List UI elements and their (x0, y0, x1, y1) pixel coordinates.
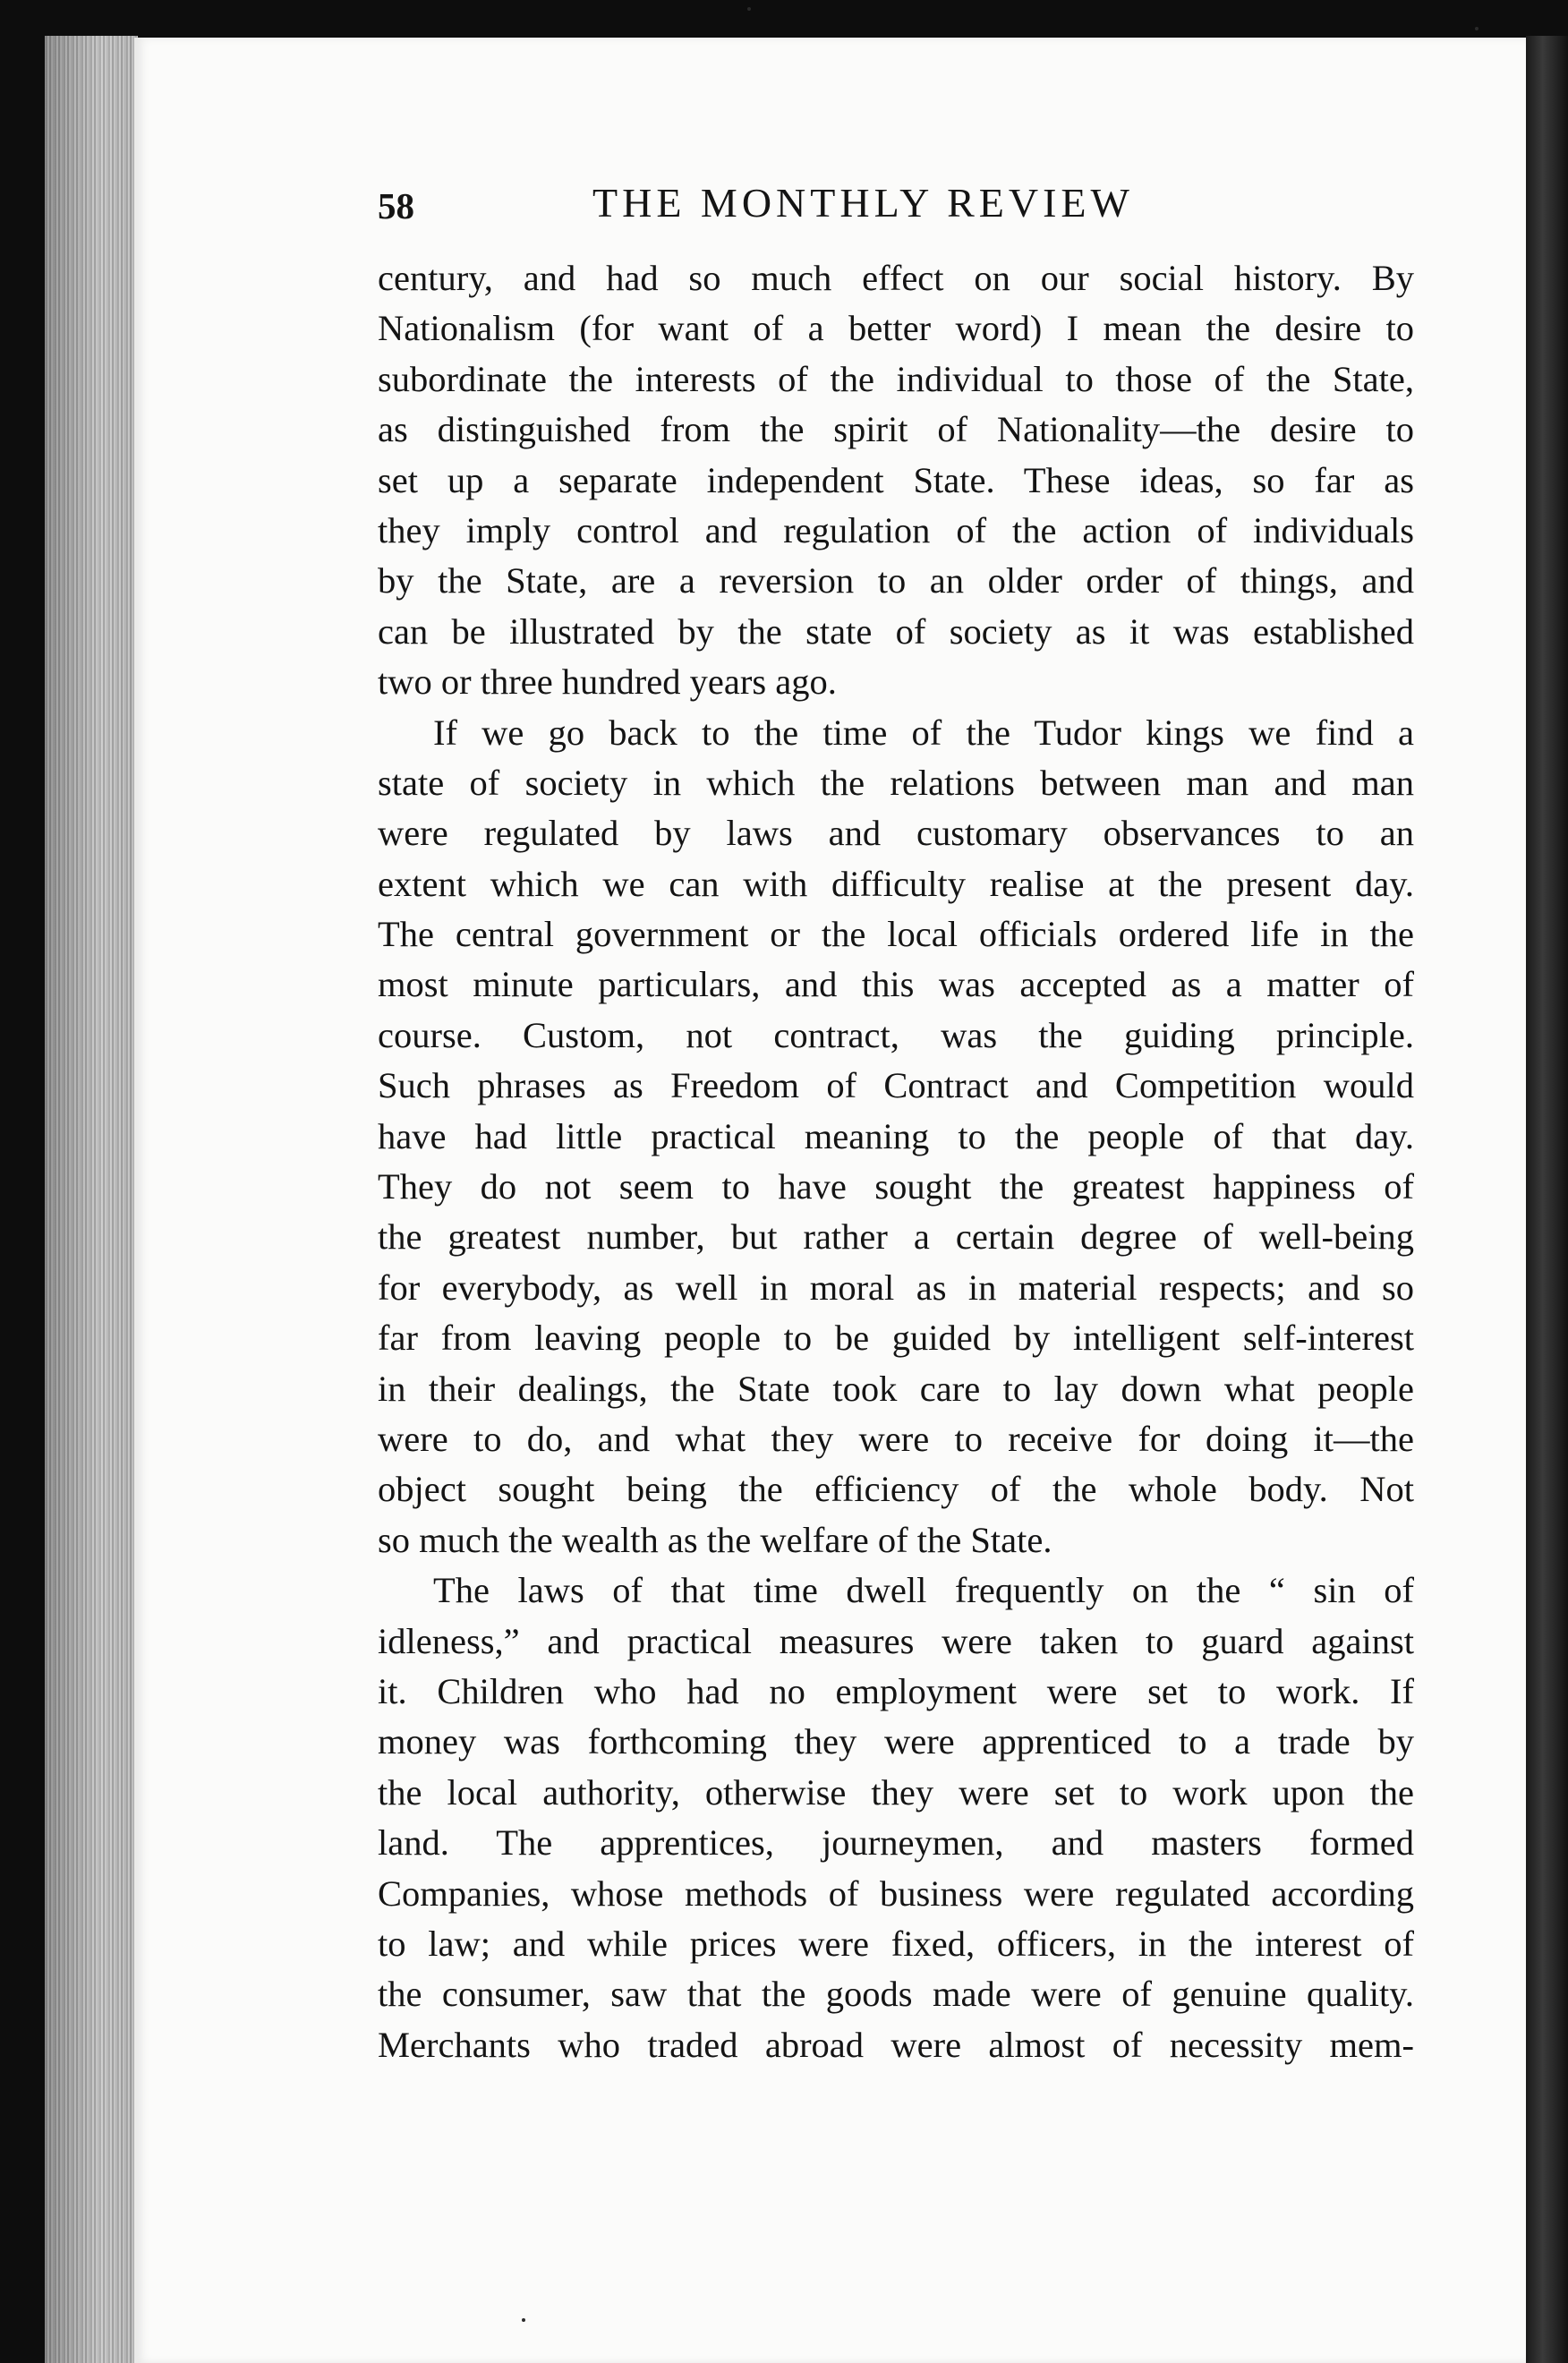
text-line: money was forthcoming they were apprenticed to a trade by (378, 1721, 1414, 1762)
text-line: land. The apprentices, journeymen, and masters formed (378, 1822, 1414, 1864)
scan-speck (522, 2318, 525, 2322)
text-line: it. Children who had no employment were set to work. If (378, 1670, 1414, 1711)
text-line: Such phrases as Freedom of Contract and Competition would (378, 1065, 1414, 1106)
text-line: to law; and while prices were fixed, officers, in the interest of (378, 1923, 1414, 1964)
text-line: subordinate the interests of the individual to those of the State, (378, 358, 1414, 399)
page-header (242, 179, 1441, 233)
text-line: were regulated by laws and customary observances to an (378, 813, 1414, 854)
text-line: for everybody, as well in moral as in material respects; and so (378, 1267, 1414, 1308)
text-line: the local authority, otherwise they were set to work upon the (378, 1771, 1414, 1813)
scan-speck (747, 7, 751, 11)
text-line: If we go back to the time of the Tudor kings we find a (433, 712, 1414, 753)
text-line: far from leaving people to be guided by intelligent self-interest (378, 1318, 1414, 1359)
text-line: the consumer, saw that the goods made were of genuine quality. (378, 1974, 1414, 2015)
paragraph-2 (378, 708, 1414, 1566)
body-text (378, 253, 1414, 2070)
text-line: so much the wealth as the welfare of the State. (378, 1519, 1052, 1560)
text-line: most minute particulars, and this was accepted as a matter of (378, 964, 1414, 1005)
text-line: They do not seem to have sought the greatest happiness of (378, 1166, 1414, 1207)
text-line: by the State, are a reversion to an older order of things, and (378, 560, 1414, 601)
text-line: they imply control and regulation of the action of individuals (378, 509, 1414, 550)
scan-speck (1475, 27, 1479, 30)
running-head: THE MONTHLY REVIEW (592, 180, 1134, 226)
text-line: can be illustrated by the state of society as it was established (378, 610, 1414, 652)
text-line: the greatest number, but rather a certain degree of well-being (378, 1216, 1414, 1258)
text-line: object sought being the efficiency of the whole body. Not (378, 1469, 1414, 1510)
page-edge-stack (45, 36, 138, 2363)
text-line: set up a separate independent State. These ideas, so far as (378, 459, 1414, 500)
binding-edge (1526, 36, 1568, 2363)
text-line: as distinguished from the spirit of Nationality—the desire to (378, 409, 1414, 450)
text-line: The laws of that time dwell frequently on the “ sin of (433, 1570, 1414, 1611)
text-line: Nationalism (for want of a better word) I mean the desire to (378, 308, 1414, 349)
text-line: Merchants who traded abroad were almost of necessity mem- (378, 2024, 1414, 2065)
paragraph-3 (378, 1565, 1414, 2070)
text-line: course. Custom, not contract, was the guiding principle. (378, 1014, 1414, 1055)
text-line: Companies, whose methods of business were regulated according (378, 1872, 1414, 1914)
text-line: were to do, and what they were to receive for doing it—the (378, 1418, 1414, 1459)
text-line: The central government or the local officials ordered life in the (378, 914, 1414, 955)
text-line: extent which we can with difficulty realise at the present day. (378, 863, 1414, 904)
text-line: in their dealings, the State took care to lay down what people (378, 1368, 1414, 1409)
text-line: have had little practical meaning to the people of that day. (378, 1115, 1414, 1156)
paragraph-1 (378, 253, 1414, 708)
text-line: century, and had so much effect on our social history. By (378, 258, 1414, 298)
text-line: two or three hundred years ago. (378, 661, 837, 703)
page-number: 58 (378, 185, 414, 226)
text-line: idleness,” and practical measures were taken to guard against (378, 1620, 1414, 1661)
text-line: state of society in which the relations between man and man (378, 762, 1414, 803)
